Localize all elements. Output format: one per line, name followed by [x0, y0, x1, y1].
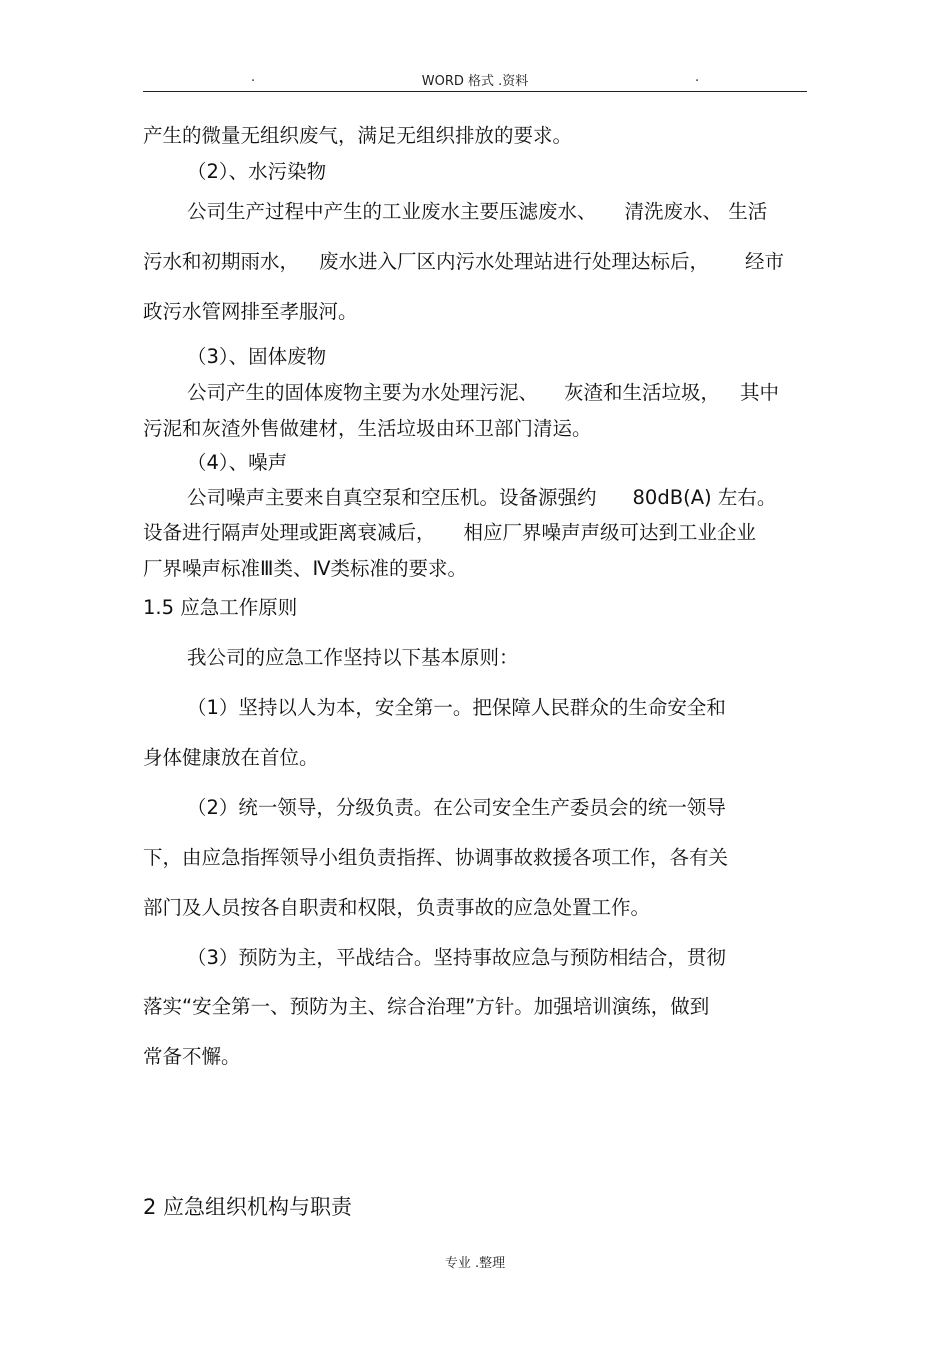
paragraph-line: 公司噪声主要来自真空泵和空压机。设备源强约 80dB(A) 左右。 [187, 486, 777, 509]
paragraph-line: 我公司的应急工作坚持以下基本原则： [187, 646, 519, 669]
paragraph-line: 常备不懈。 [143, 1045, 241, 1068]
subheading-water-pollutants: （2）、水污染物 [187, 160, 327, 183]
paragraph-line: 身体健康放在首位。 [143, 746, 319, 769]
paragraph-line: 公司产生的固体废物主要为水处理污泥、 灰渣和生活垃圾， 其中 [187, 381, 780, 404]
paragraph-line: 产生的微量无组织废气，满足无组织排放的要求。 [143, 124, 573, 147]
paragraph-line: （3）预防为主，平战结合。坚持事故应急与预防相结合，贯彻 [187, 946, 726, 969]
paragraph-line: 下，由应急指挥领导小组负责指挥、协调事故救援各项工作，各有关 [143, 846, 729, 869]
paragraph-line: 污水和初期雨水， 废水进入厂区内污水处理站进行处理达标后， 经市 [143, 250, 785, 273]
subheading-noise: （4）、噪声 [187, 451, 288, 474]
paragraph-line: 政污水管网排至孝服河。 [143, 300, 358, 323]
paragraph-line: 公司生产过程中产生的工业废水主要压滤废水、 清洗废水、 生活 [187, 200, 768, 223]
chapter-heading-2: 2 应急组织机构与职责 [143, 1195, 353, 1219]
section-heading-1-5: 1.5 应急工作原则 [143, 596, 298, 619]
page-header [143, 70, 807, 90]
header-dot-left: . [251, 70, 256, 85]
subheading-solid-waste: （3）、固体废物 [187, 345, 327, 368]
paragraph-line: 污泥和灰渣外售做建材，生活垃圾由环卫部门清运。 [143, 417, 592, 440]
paragraph-line: （2）统一领导，分级负责。在公司安全生产委员会的统一领导 [187, 796, 726, 819]
paragraph-line: 落实“安全第一、预防为主、综合治理”方针。加强培训演练，做到 [143, 995, 710, 1018]
paragraph-line: 设备进行隔声处理或距离衰减后， 相应厂界噪声声级可达到工业企业 [143, 521, 757, 544]
paragraph-line: （1）坚持以人为本，安全第一。把保障人民群众的生命安全和 [187, 696, 726, 719]
paragraph-line: 厂界噪声标准Ⅲ类、Ⅳ类标准的要求。 [143, 557, 467, 580]
page-footer: 专业 .整理 [444, 1256, 506, 1271]
paragraph-line: 部门及人员按各自职责和权限，负责事故的应急处置工作。 [143, 896, 651, 919]
header-rule [143, 91, 807, 92]
header-title: WORD 格式 .资料 [421, 74, 529, 89]
header-dot-right: . [695, 70, 700, 85]
